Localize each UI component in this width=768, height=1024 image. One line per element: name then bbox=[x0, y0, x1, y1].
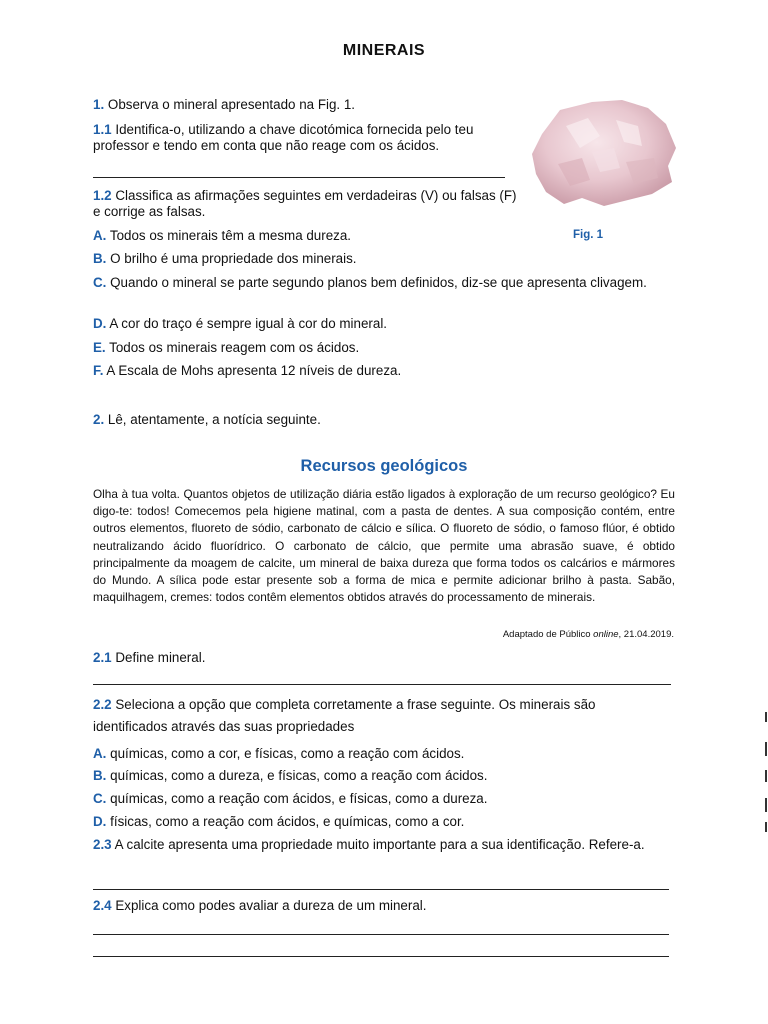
statement-letter: D. bbox=[93, 316, 107, 331]
question-2-3 bbox=[93, 837, 675, 853]
question-number: 2. bbox=[93, 412, 105, 427]
question-number: 1. bbox=[93, 97, 105, 112]
statement-letter: A. bbox=[93, 228, 107, 243]
option-text: químicas, como a dureza, e físicas, como a reação com ácidos. bbox=[110, 768, 488, 783]
option-text: químicas, como a reação com ácidos, e físicas, como a dureza. bbox=[110, 791, 488, 806]
article-source bbox=[503, 629, 674, 640]
question-text: Lê, atentamente, a notícia seguinte. bbox=[107, 412, 321, 427]
option-a[interactable] bbox=[93, 746, 675, 762]
option-b[interactable] bbox=[93, 768, 675, 784]
statement-b bbox=[93, 251, 553, 267]
question-2-4 bbox=[93, 898, 426, 914]
source-prefix: Adaptado de Público bbox=[502, 629, 594, 640]
statement-letter: C. bbox=[93, 275, 107, 290]
statement-d bbox=[93, 316, 675, 332]
statement-text: Todos os minerais reagem com os ácidos. bbox=[109, 340, 360, 355]
statement-text: A cor do traço é sempre igual à cor do mineral. bbox=[109, 316, 388, 331]
question-1-1 bbox=[93, 122, 513, 154]
source-italic: online bbox=[593, 629, 619, 640]
statement-text: A Escala de Mohs apresenta 12 níveis de dureza. bbox=[106, 363, 402, 378]
question-2-2 bbox=[93, 694, 653, 738]
question-number: 2.2 bbox=[93, 697, 112, 712]
question-1-2 bbox=[93, 188, 525, 220]
statement-f bbox=[93, 363, 675, 379]
edge-scan-marks bbox=[762, 712, 768, 834]
question-text: Classifica as afirmações seguintes em verdadeiras (V) ou falsas (F) e corrige as falsas. bbox=[93, 188, 517, 219]
statement-text: Quando o mineral se parte segundo planos bem definidos, diz-se que apresenta clivagem. bbox=[110, 275, 647, 290]
option-letter: C. bbox=[93, 791, 107, 806]
answer-line[interactable] bbox=[93, 684, 671, 685]
statement-a bbox=[93, 228, 553, 244]
question-text: Define mineral. bbox=[115, 650, 206, 665]
statement-text: O brilho é uma propriedade dos minerais. bbox=[110, 251, 357, 266]
option-text: físicas, como a reação com ácidos, e químicas, como a cor. bbox=[110, 814, 465, 829]
question-text: Identifica-o, utilizando a chave dicotómica fornecida pelo teu professor e tendo em conta que não reage com os ácidos. bbox=[93, 122, 474, 153]
question-2 bbox=[93, 412, 321, 428]
article-title: Recursos geológicos bbox=[300, 457, 468, 475]
answer-line[interactable] bbox=[93, 934, 669, 935]
question-2-1 bbox=[93, 650, 205, 666]
question-number: 1.2 bbox=[93, 188, 112, 203]
option-text: químicas, como a cor, e físicas, como a reação com ácidos. bbox=[110, 746, 465, 761]
question-number: 2.4 bbox=[93, 898, 112, 913]
option-letter: A. bbox=[93, 746, 107, 761]
option-c[interactable] bbox=[93, 791, 675, 807]
question-number: 2.1 bbox=[93, 650, 112, 665]
question-text: Observa o mineral apresentado na Fig. 1. bbox=[107, 97, 356, 112]
question-number: 1.1 bbox=[93, 122, 112, 137]
answer-line[interactable] bbox=[93, 956, 669, 957]
statement-letter: E. bbox=[93, 340, 106, 355]
statement-letter: B. bbox=[93, 251, 107, 266]
statement-e bbox=[93, 340, 675, 356]
question-number: 2.3 bbox=[93, 837, 112, 852]
article-body: Olha à tua volta. Quantos objetos de utilização diária estão ligados à exploração de um recurso geológico? Eu digo-te: todos! Comecemos pela higiene matinal, com a pasta de dentes. A sua composição contém, entre outros elementos, fluoreto de sódio, carbonato de cálcio e sílica. O fluoreto de sódio, o famoso flúor, é obtido neutralizando ácido fluorídrico. O carbonato de cálcio, que permite uma abrasão suave, é obtido principalmente da moagem de calcite, um mineral de baixa dureza que forma todos os calcários e mármores do Mundo. A sílica pode estar presente sob a forma de mica e permite adicionar brilho à pasta. Sabão, maquilhagem, cremes: todos contêm elementos obtidos através do processamento de minerais. bbox=[93, 487, 675, 605]
answer-line[interactable] bbox=[93, 889, 669, 890]
question-text: Seleciona a opção que completa corretamente a frase seguinte. Os minerais são identificados através das suas propriedades bbox=[93, 697, 596, 734]
answer-line[interactable] bbox=[93, 177, 505, 178]
option-d[interactable] bbox=[93, 814, 675, 830]
statement-letter: F. bbox=[93, 363, 104, 378]
question-1 bbox=[93, 97, 355, 113]
question-text: A calcite apresenta uma propriedade muito importante para a sua identificação. Refere-a. bbox=[114, 837, 645, 852]
statement-c bbox=[93, 275, 675, 291]
source-suffix: , 21.04.2019. bbox=[618, 629, 674, 640]
mineral-image bbox=[530, 96, 678, 208]
page-title: MINERAIS bbox=[342, 42, 426, 59]
option-letter: D. bbox=[93, 814, 107, 829]
figure-caption: Fig. 1 bbox=[573, 229, 604, 241]
question-text: Explica como podes avaliar a dureza de um mineral. bbox=[115, 898, 427, 913]
option-letter: B. bbox=[93, 768, 107, 783]
statement-text: Todos os minerais têm a mesma dureza. bbox=[109, 228, 352, 243]
